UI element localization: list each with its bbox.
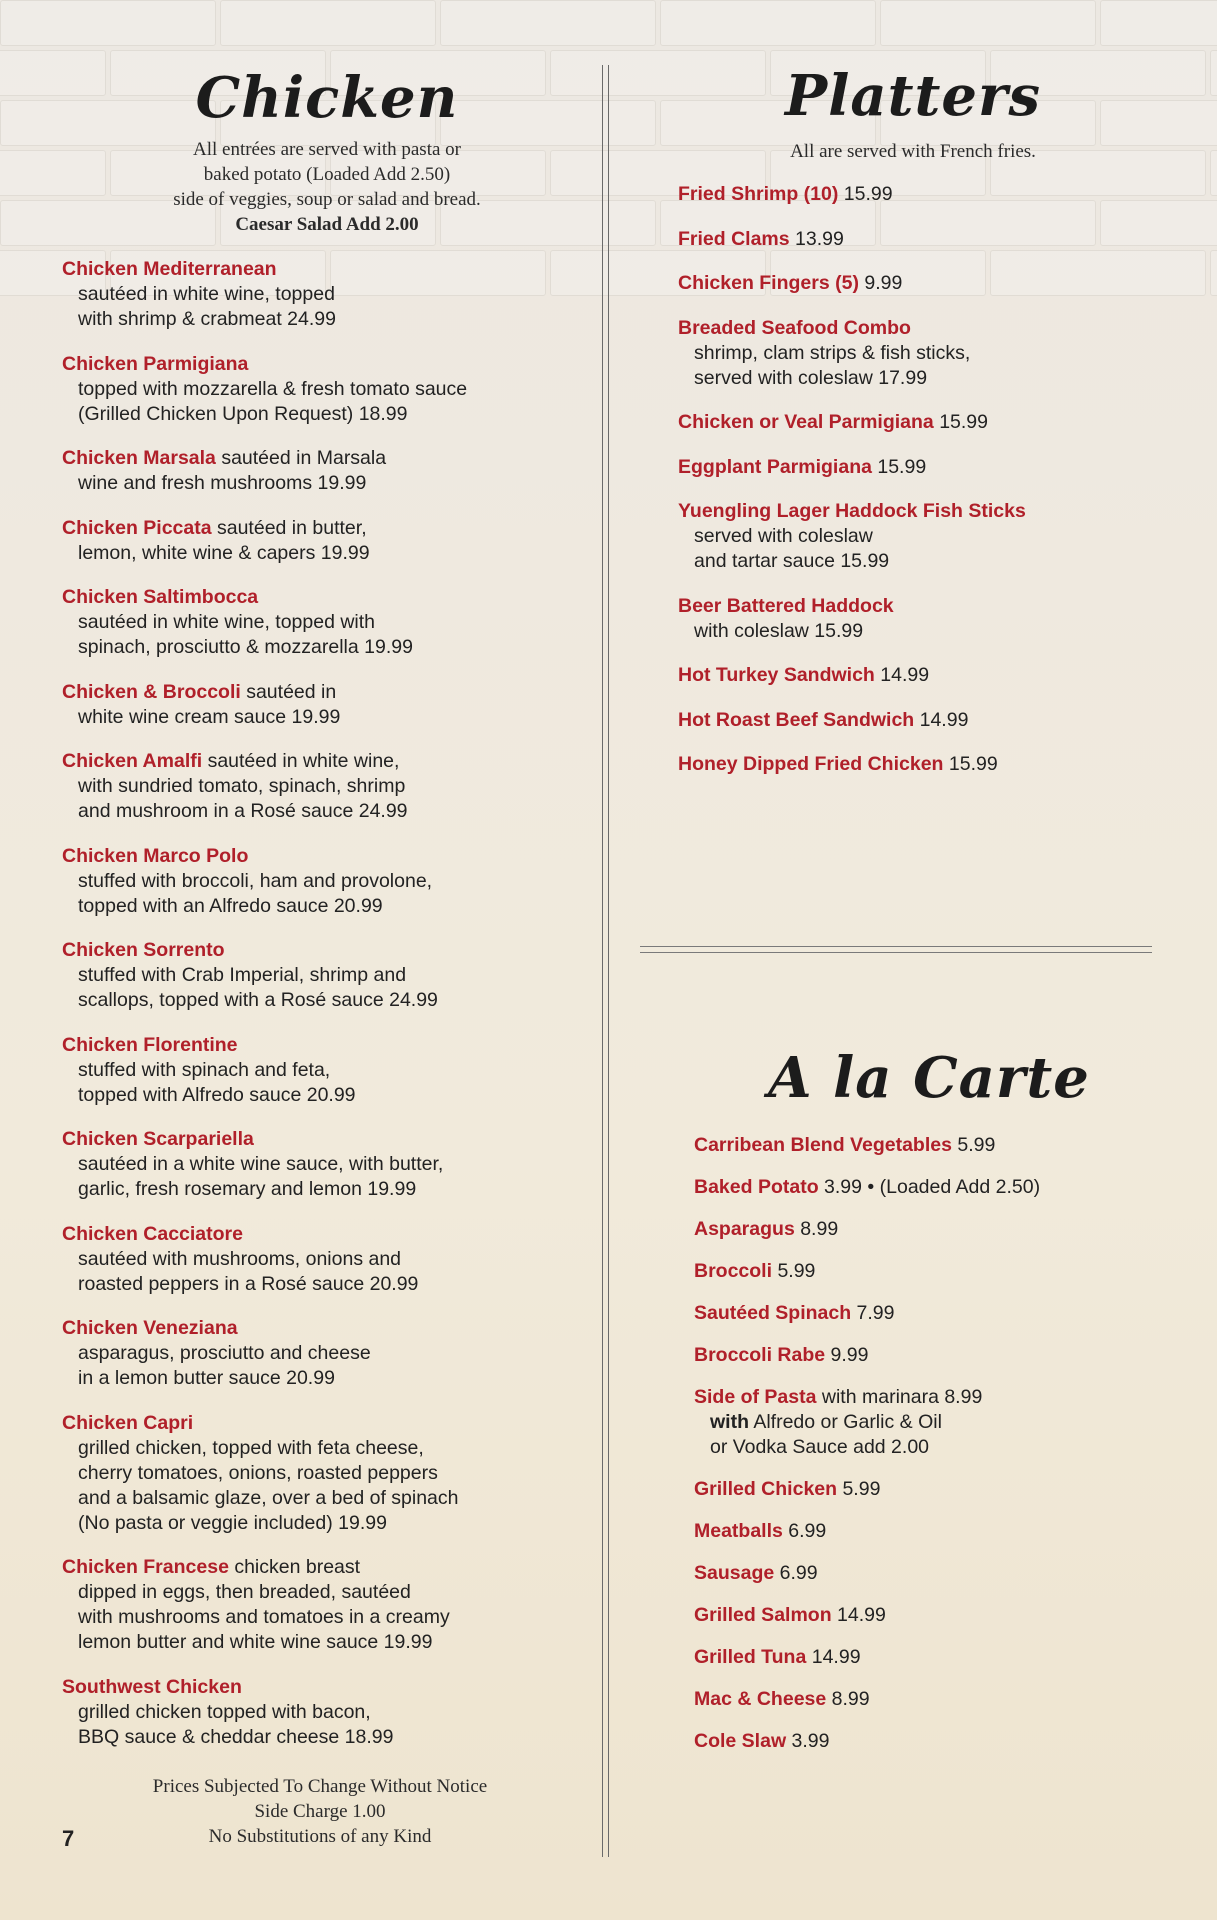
alacarte-item-header <box>694 1133 1164 1158</box>
intro-line: All entrées are served with pasta or <box>192 139 461 160</box>
alacarte-item <box>694 1343 1164 1368</box>
alacarte-item-inline-text: 6.99 <box>774 1562 818 1584</box>
platters-item-header <box>678 455 1148 480</box>
alacarte-item <box>694 1259 1164 1284</box>
platters-menu-list <box>678 182 1148 777</box>
alacarte-item <box>694 1645 1164 1670</box>
alacarte-item-name: Meatballs <box>694 1520 783 1542</box>
platters-item <box>678 227 1148 252</box>
alacarte-item-inline-text: 5.99 <box>772 1260 816 1282</box>
platters-item-header <box>678 752 1148 777</box>
left-item-name: Chicken Saltimbocca <box>62 586 259 608</box>
brick-shape <box>1210 50 1217 96</box>
alacarte-item-inline-text: 3.99 <box>786 1730 830 1752</box>
alacarte-item-description: or Vodka Sauce add 2.00 <box>710 1436 930 1458</box>
alacarte-item-header <box>694 1343 1164 1368</box>
platters-item <box>678 271 1148 296</box>
alacarte-item-inline-text: 14.99 <box>831 1604 886 1626</box>
left-item-header <box>62 938 592 963</box>
left-item-description: sautéed in white wine, topped <box>78 283 335 305</box>
intro-caesar-line: Caesar Salad Add 2.00 <box>235 214 419 235</box>
platters-item <box>678 499 1148 574</box>
left-item-name: Chicken & Broccoli <box>62 680 241 703</box>
left-item-description: with sundried tomato, spinach, shrimp <box>78 775 406 797</box>
left-item-description: grilled chicken topped with bacon, <box>78 1700 371 1723</box>
left-item-header <box>62 1555 592 1580</box>
alacarte-item-header <box>694 1519 1164 1544</box>
alacarte-item <box>694 1477 1164 1502</box>
platters-item-name: Chicken Fingers (5) <box>678 272 859 294</box>
left-item-description: sautéed with mushrooms, onions and <box>78 1247 402 1270</box>
left-item-name: Chicken Parmigiana <box>62 352 249 375</box>
left-item-description: stuffed with spinach and feta, <box>78 1058 331 1081</box>
platters-item-inline-text: 14.99 <box>914 708 969 731</box>
left-item <box>62 680 592 730</box>
horizontal-divider <box>640 946 1152 953</box>
platters-item-header <box>678 594 1148 619</box>
alacarte-item <box>694 1385 1164 1460</box>
alacarte-item-inline-text: 3.99 • (Loaded Add 2.50) <box>818 1176 1041 1198</box>
intro-line: side of veggies, soup or salad and bread. <box>173 189 481 210</box>
footer-line: Side Charge 1.00 <box>254 1801 386 1822</box>
left-item-name: Chicken Sorrento <box>62 939 225 961</box>
left-item-header <box>62 749 592 774</box>
left-item-description: BBQ sauce & cheddar cheese 18.99 <box>78 1725 394 1748</box>
alacarte-item-name: Mac & Cheese <box>694 1688 827 1710</box>
platters-title: Platters <box>784 63 1042 129</box>
platters-item <box>678 455 1148 480</box>
platters-item-description: served with coleslaw <box>694 525 873 547</box>
left-item <box>62 749 592 824</box>
alacarte-item <box>694 1133 1164 1158</box>
left-item-description: lemon butter and white wine sauce 19.99 <box>78 1631 433 1653</box>
left-item-name: Chicken Marco Polo <box>62 844 249 867</box>
left-item-header <box>62 1675 592 1700</box>
alacarte-item-header <box>694 1477 1164 1502</box>
left-item-inline-text: chicken breast <box>228 1556 361 1578</box>
left-item-header <box>62 844 592 869</box>
alacarte-item <box>694 1519 1164 1544</box>
alacarte-item-name: Sausage <box>694 1562 775 1584</box>
left-item-header <box>62 1316 592 1341</box>
left-item-description: dipped in eggs, then breaded, sautéed <box>78 1581 411 1603</box>
left-item <box>62 585 592 660</box>
platters-item-header <box>678 271 1148 296</box>
chicken-title: Chicken <box>195 65 459 131</box>
alacarte-item-inline-text: 14.99 <box>806 1646 861 1668</box>
alacarte-item <box>694 1561 1164 1586</box>
left-item <box>62 1033 592 1108</box>
brick-shape <box>1100 0 1217 46</box>
platters-item-description: and tartar sauce 15.99 <box>694 550 890 572</box>
left-item-description: and mushroom in a Rosé sauce 24.99 <box>78 800 408 822</box>
platters-item-inline-text: 14.99 <box>874 664 930 686</box>
footer-line: Prices Subjected To Change Without Notice <box>152 1776 488 1797</box>
alacarte-item-name: Broccoli <box>694 1260 773 1282</box>
alacarte-item-inline-text: 6.99 <box>782 1520 827 1542</box>
alacarte-item-inline-text: 5.99 <box>837 1478 881 1500</box>
platters-item-name: Hot Roast Beef Sandwich <box>678 708 915 731</box>
left-item-name: Chicken Mediterranean <box>62 258 277 280</box>
left-item-description: garlic, fresh rosemary and lemon 19.99 <box>78 1178 417 1200</box>
left-item-header <box>62 680 592 705</box>
left-item <box>62 1127 592 1202</box>
alacarte-item-name: Baked Potato <box>694 1176 819 1198</box>
left-item-description: scallops, topped with a Rosé sauce 24.99 <box>78 989 438 1011</box>
left-item-header <box>62 352 592 377</box>
left-item <box>62 1316 592 1391</box>
left-item-description: topped with mozzarella & fresh tomato sauce <box>78 377 468 400</box>
intro-line: baked potato (Loaded Add 2.50) <box>203 164 451 185</box>
brick-shape <box>1210 150 1217 196</box>
left-item-name: Chicken Veneziana <box>62 1317 238 1339</box>
left-item-header <box>62 1127 592 1152</box>
platters-item-name: Chicken or Veal Parmigiana <box>678 411 934 433</box>
platters-item-header <box>678 663 1148 688</box>
alacarte-item-inline-text: 5.99 <box>951 1134 996 1156</box>
platters-item <box>678 316 1148 391</box>
chicken-menu-list <box>62 257 592 1750</box>
alacarte-item-name: Grilled Tuna <box>694 1646 807 1668</box>
platters-item-name: Honey Dipped Fried Chicken <box>678 753 944 775</box>
alacarte-item-header <box>694 1729 1164 1754</box>
alacarte-item-header <box>694 1217 1164 1242</box>
left-item <box>62 516 592 566</box>
alacarte-item-header <box>694 1259 1164 1284</box>
alacarte-item-name: Asparagus <box>694 1218 795 1240</box>
platters-item-name: Eggplant Parmigiana <box>678 455 872 478</box>
left-item-description: stuffed with broccoli, ham and provolone, <box>78 869 433 892</box>
alacarte-item <box>694 1175 1164 1200</box>
platters-item <box>678 752 1148 777</box>
left-item-name: Chicken Florentine <box>62 1033 238 1056</box>
alacarte-item-name: Broccoli Rabe <box>694 1344 826 1366</box>
left-item-inline-text: sautéed in <box>240 680 337 703</box>
alacarte-item-name: Cole Slaw <box>694 1730 787 1752</box>
alacarte-title: A la Carte <box>768 1045 1090 1111</box>
alacarte-item <box>694 1301 1164 1326</box>
platters-intro: All are served with French fries. <box>790 141 1036 162</box>
platters-item-name: Hot Turkey Sandwich <box>678 664 875 686</box>
platters-item-header <box>678 499 1148 524</box>
left-item <box>62 1555 592 1655</box>
platters-item-header <box>678 316 1148 341</box>
left-item-name: Chicken Francese <box>62 1556 229 1578</box>
alacarte-item-header <box>694 1687 1164 1712</box>
alacarte-item-header <box>694 1645 1164 1670</box>
alacarte-item-inline-text: 8.99 <box>794 1218 839 1240</box>
left-item <box>62 1675 592 1750</box>
left-item-description: (No pasta or veggie included) 19.99 <box>78 1511 387 1534</box>
left-item-description: roasted peppers in a Rosé sauce 20.99 <box>78 1272 419 1295</box>
left-item-description: lemon, white wine & capers 19.99 <box>78 541 370 564</box>
left-item-description: cherry tomatoes, onions, roasted peppers <box>78 1461 438 1484</box>
alacarte-item-name: Grilled Chicken <box>694 1478 838 1500</box>
platters-item-name: Breaded Seafood Combo <box>678 316 911 339</box>
alacarte-item-name: Grilled Salmon <box>694 1604 832 1626</box>
platters-item-name: Yuengling Lager Haddock Fish Sticks <box>678 500 1026 522</box>
alacarte-item <box>694 1217 1164 1242</box>
left-item-description: in a lemon butter sauce 20.99 <box>78 1367 335 1389</box>
left-item-header <box>62 257 592 282</box>
alacarte-item-inline-text: 9.99 <box>825 1344 869 1366</box>
left-item-description: and a balsamic glaze, over a bed of spinach <box>78 1486 459 1509</box>
left-item-name: Chicken Marsala <box>62 447 216 469</box>
left-item-name: Chicken Cacciatore <box>62 1222 243 1245</box>
left-item-header <box>62 1033 592 1058</box>
left-item-name: Chicken Scarpariella <box>62 1128 254 1150</box>
left-item-description: wine and fresh mushrooms 19.99 <box>78 472 367 494</box>
alacarte-item-name: Carribean Blend Vegetables <box>694 1134 952 1156</box>
brick-shape <box>220 0 436 46</box>
footer-notice <box>120 1774 520 1849</box>
alacarte-menu-list <box>694 1133 1164 1754</box>
left-item-inline-text: sautéed in white wine, <box>202 750 400 772</box>
left-item-description: with mushrooms and tomatoes in a creamy <box>78 1606 450 1628</box>
left-item-description: (Grilled Chicken Upon Request) 18.99 <box>78 402 408 425</box>
platters-item <box>678 708 1148 733</box>
platters-item-header <box>678 227 1148 252</box>
left-item-description: topped with an Alfredo sauce 20.99 <box>78 894 383 917</box>
left-item-name: Chicken Capri <box>62 1411 194 1434</box>
alacarte-item-inline-text: with marinara 8.99 <box>816 1386 983 1408</box>
footer-line: No Substitutions of any Kind <box>208 1826 432 1847</box>
alacarte-item-description: with Alfredo or Garlic & Oil <box>710 1411 942 1433</box>
left-item-description: topped with Alfredo sauce 20.99 <box>78 1083 356 1106</box>
platters-section <box>678 55 1148 797</box>
alacarte-item-inline-text: 8.99 <box>826 1688 870 1710</box>
left-item-description: sautéed in a white wine sauce, with butter, <box>78 1153 444 1175</box>
left-item <box>62 1222 592 1297</box>
page-number: 7 <box>62 1826 75 1851</box>
left-item-header <box>62 446 592 471</box>
left-item-name: Chicken Amalfi <box>62 750 203 772</box>
platters-item-name: Beer Battered Haddock <box>678 594 894 617</box>
left-item-description: grilled chicken, topped with feta cheese, <box>78 1436 424 1459</box>
brick-shape <box>0 0 216 46</box>
alacarte-item-header <box>694 1603 1164 1628</box>
alacarte-item <box>694 1603 1164 1628</box>
alacarte-item-name: Sautéed Spinach <box>694 1302 852 1324</box>
vertical-divider <box>602 65 609 1857</box>
platters-item <box>678 663 1148 688</box>
platters-item-inline-text: 15.99 <box>933 411 988 433</box>
left-item-header <box>62 1411 592 1436</box>
alacarte-item <box>694 1687 1164 1712</box>
platters-item-name: Fried Shrimp (10) <box>678 183 839 205</box>
left-item-description: spinach, prosciutto & mozzarella 19.99 <box>78 636 413 658</box>
brick-shape <box>660 0 876 46</box>
platters-item-header <box>678 182 1148 207</box>
platters-item-description: served with coleslaw 17.99 <box>694 366 928 389</box>
platters-item-inline-text: 15.99 <box>943 753 998 775</box>
alacarte-item-header <box>694 1385 1164 1410</box>
platters-item-inline-text: 15.99 <box>871 455 927 478</box>
brick-shape <box>1210 250 1217 296</box>
left-item <box>62 446 592 496</box>
alacarte-section <box>694 1045 1164 1771</box>
left-item-header <box>62 585 592 610</box>
left-item-name: Southwest Chicken <box>62 1675 242 1698</box>
brick-shape <box>880 0 1096 46</box>
left-item-name: Chicken Piccata <box>62 516 212 539</box>
alacarte-item-inline-text: 7.99 <box>851 1302 895 1324</box>
alacarte-item-header <box>694 1175 1164 1200</box>
left-item <box>62 844 592 919</box>
left-item-description: stuffed with Crab Imperial, shrimp and <box>78 964 407 986</box>
brick-shape <box>440 0 656 46</box>
left-item-description: sautéed in white wine, topped with <box>78 611 376 633</box>
left-item-description: with shrimp & crabmeat 24.99 <box>78 308 336 330</box>
left-item-inline-text: sautéed in butter, <box>211 516 367 539</box>
left-item-header <box>62 1222 592 1247</box>
left-item-description: asparagus, prosciutto and cheese <box>78 1342 371 1364</box>
left-item-description: white wine cream sauce 19.99 <box>78 705 341 728</box>
platters-item-inline-text: 15.99 <box>838 183 893 205</box>
left-item <box>62 257 592 332</box>
left-item <box>62 352 592 427</box>
alacarte-item-header <box>694 1561 1164 1586</box>
platters-item-name: Fried Clams <box>678 227 790 250</box>
chicken-intro <box>62 137 592 237</box>
platters-item-inline-text: 13.99 <box>789 227 844 250</box>
platters-item-inline-text: 9.99 <box>858 272 903 294</box>
alacarte-item-header <box>694 1301 1164 1326</box>
platters-item-header <box>678 708 1148 733</box>
platters-item-header <box>678 410 1148 435</box>
platters-item <box>678 410 1148 435</box>
alacarte-item <box>694 1729 1164 1754</box>
platters-item-description: shrimp, clam strips & fish sticks, <box>694 341 971 364</box>
platters-item <box>678 594 1148 644</box>
left-item <box>62 938 592 1013</box>
platters-item <box>678 182 1148 207</box>
left-item-inline-text: sautéed in Marsala <box>215 447 387 469</box>
platters-item-description: with coleslaw 15.99 <box>694 619 864 642</box>
chicken-section <box>62 55 592 1769</box>
left-item-header <box>62 516 592 541</box>
alacarte-item-name: Side of Pasta <box>694 1386 817 1408</box>
left-item <box>62 1411 592 1536</box>
